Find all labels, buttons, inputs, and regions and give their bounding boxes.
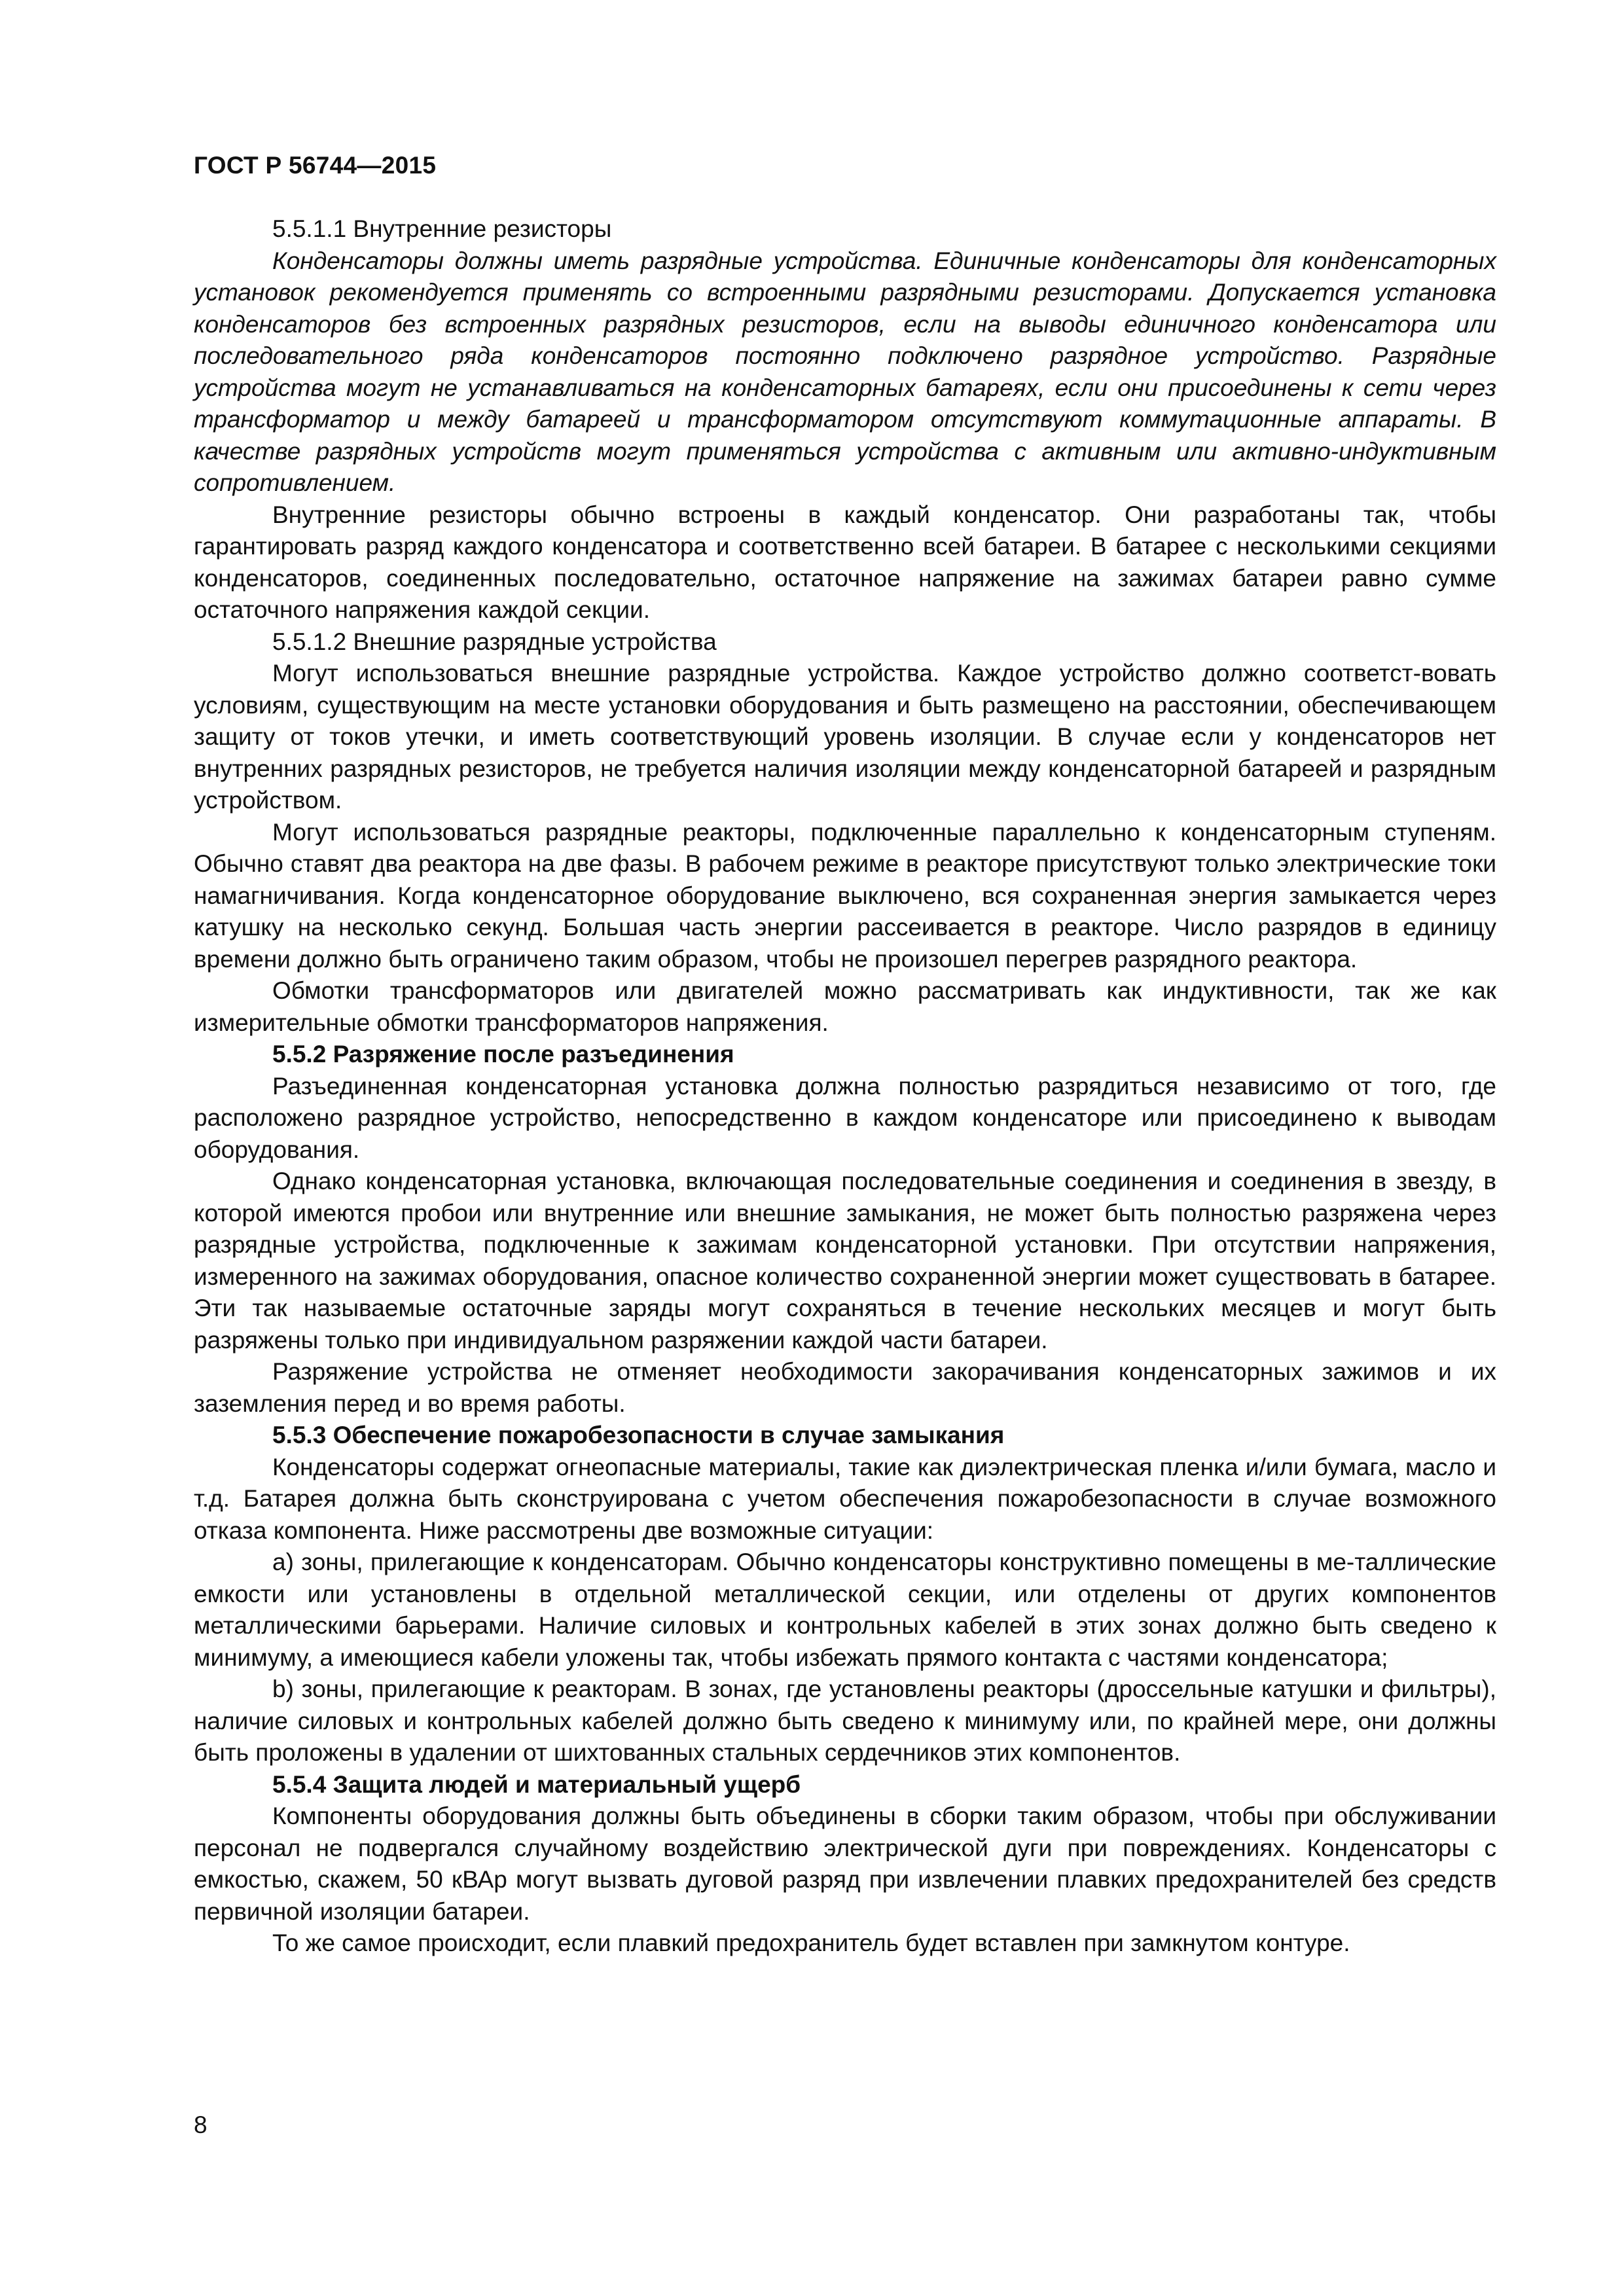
- list-item: a) зоны, прилегающие к конденсаторам. Обычно конденсаторы конструктивно помещены в ме-таллические емкости или установлены в отдельной металлической секции, или отделены от других компонентов металлическими барьерами. Наличие силовых и контрольных кабелей в этих зонах должно быть сведено к минимуму, а имеющиеся кабели уложены так, чтобы избежать прямого контакта с частями конденсатора;: [194, 1549, 1496, 1671]
- page-number: 8: [194, 2111, 208, 2138]
- section-heading: 5.5.2 Разряжение после разъединения: [272, 1041, 734, 1067]
- paragraph: Могут использоваться внешние разрядные устройства. Каждое устройство должно соответст-вовать условиям, существующим на месте установки оборудования и быть размещено на расстоянии, обеспечивающем защиту от токов утечки, и иметь соответствующий уровень изоляции. В случае если у конденсаторов нет внутренних разрядных резисторов, не требуется наличия изоляции между конденсаторной батареей и разрядным устройством.: [194, 660, 1496, 814]
- paragraph: Конденсаторы должны иметь разрядные устройства. Единичные конденсаторы для конденсаторных установок рекомендуется применять со встроенными разрядными резисторами. Допускается установка конденсаторов без встроенных разрядных резисторов, если на выводы единичного конденсатора или последовательного ряда конденсаторов постоянно подключено разрядное устройство. Разрядные устройства могут не устанавливаться на конденсаторных батареях, если они присоединены к сети через трансформатор и между батареей и трансформатором отсутствуют коммутационные аппараты. В качестве разрядных устройств могут применяться устройства с активным или активно-индуктивным сопротивлением.: [194, 247, 1496, 496]
- document-body: [194, 213, 1496, 1960]
- section-heading: 5.5.4 Защита людей и материальный ущерб: [272, 1770, 801, 1798]
- subsection-heading: 5.5.1.1 Внутренние резисторы: [272, 215, 612, 242]
- paragraph: Могут использоваться разрядные реакторы, подключенные параллельно к конденсаторным ступеням. Обычно ставят два реактора на две фазы. В рабочем режиме в реакторе присутствуют только электрические токи намагничивания. Когда конденсаторное оборудование выключено, вся сохраненная энергия замыкается через катушку на несколько секунд. Большая часть энергии рассеивается в реакторе. Число разрядов в единицу времени должно быть ограничено таким образом, чтобы не произошел перегрев разрядного реактора.: [194, 818, 1496, 973]
- paragraph: То же самое происходит, если плавкий предохранитель будет вставлен при замкнутом контуре.: [272, 1929, 1350, 1956]
- paragraph: Разъединенная конденсаторная установка должна полностью разрядиться независимо от того, где расположено разрядное устройство, непосредственно в каждом конденсаторе или присоединено к выводам оборудования.: [194, 1072, 1496, 1163]
- list-item: b) зоны, прилегающие к реакторам. В зонах, где установлены реакторы (дроссельные катушки и фильтры), наличие силовых и контрольных кабелей должно быть сведено к минимуму или, по крайней мере, они должны быть проложены в удалении от шихтованных стальных сердечников этих компонентов.: [194, 1676, 1496, 1766]
- paragraph: Обмотки трансформаторов или двигателей можно рассматривать как индуктивности, так же как измерительные обмотки трансформаторов напряжения.: [194, 977, 1496, 1036]
- paragraph: Компоненты оборудования должны быть объединены в сборки таким образом, чтобы при обслуживании персонал не подвергался случайному воздействию электрической дуги при повреждениях. Конденсаторы с емкостью, скажем, 50 кВАр могут вызвать дуговой разряд при извлечении плавких предохранителей без средств первичной изоляции батареи.: [194, 1803, 1496, 1925]
- subsection-heading: 5.5.1.2 Внешние разрядные устройства: [272, 628, 717, 655]
- paragraph: Однако конденсаторная установка, включающая последовательные соединения и соединения в звезду, в которой имеются пробои или внутренние или внешние замыкания, не может быть полностью разряжена через разрядные устройства, подключенные к зажимам конденсаторной установки. При отсутствии напряжения, измеренного на зажимах оборудования, опасное количество сохраненной энергии может существовать в батарее. Эти так называемые остаточные заряды могут сохраняться в течение нескольких месяцев и могут быть разряжены только при индивидуальном разряжении каждой части батареи.: [194, 1168, 1496, 1354]
- paragraph: Разряжение устройства не отменяет необходимости закорачивания конденсаторных зажимов и их заземления перед и во время работы.: [194, 1358, 1496, 1417]
- section-heading: 5.5.3 Обеспечение пожаробезопасности в случае замыкания: [272, 1422, 1005, 1448]
- document-header: ГОСТ Р 56744—2015: [194, 152, 437, 179]
- paragraph: Конденсаторы содержат огнеопасные материалы, такие как диэлектрическая пленка и/или бумага, масло и т.д. Батарея должна быть сконструирована с учетом обеспечения пожаробезопасности в случае возможного отказа компонента. Ниже рассмотрены две возможные ситуации:: [194, 1453, 1496, 1544]
- paragraph: Внутренние резисторы обычно встроены в каждый конденсатор. Они разработаны так, чтобы гарантировать разряд каждого конденсатора и соответственно всей батареи. В батарее с несколькими секциями конденсаторов, соединенных последовательно, остаточное напряжение на зажимах батареи равно сумме остаточного напряжения каждой секции.: [194, 501, 1496, 623]
